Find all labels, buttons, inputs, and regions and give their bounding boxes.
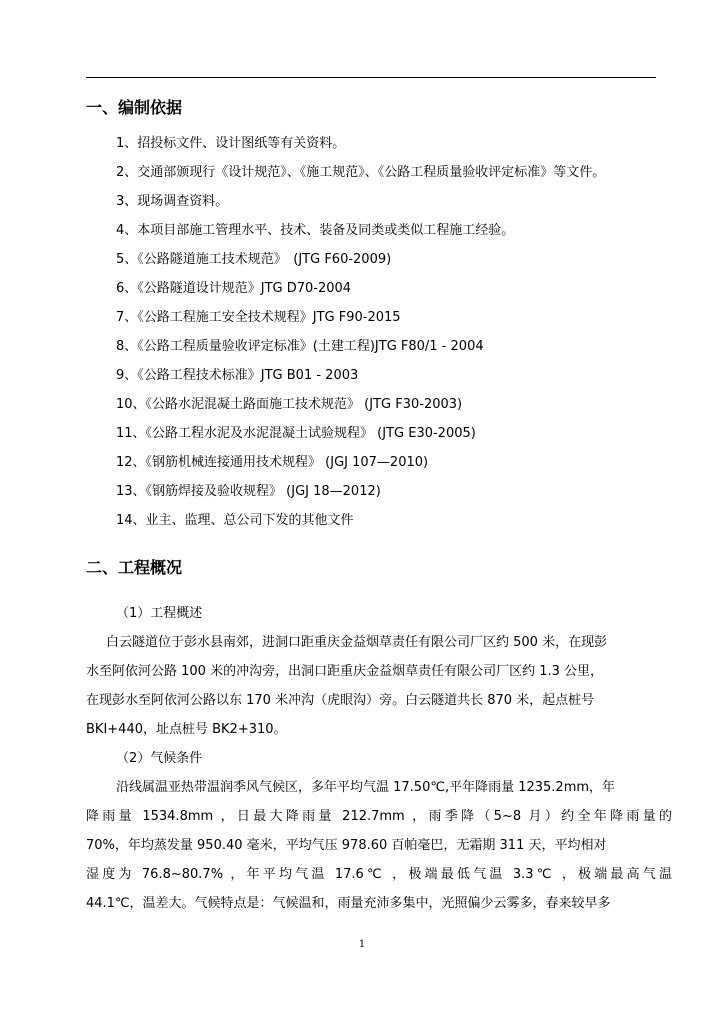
section-heading-overview: 二、工程概况 (86, 558, 183, 577)
list-item: 5、《公路隧道施工技术规范》 (JTG F60-2009) (116, 252, 392, 267)
paragraph-line: 白云隧道位于彭水县南郊，进洞口距重庆金益烟草责任有限公司厂区约 500 米，在现彭 (106, 635, 608, 650)
paragraph-line: 降雨量 1534.8mm ，日最大降雨量 212.7mm ，雨季降（5~8 月）约全年降雨量的 (86, 809, 672, 824)
list-item: 6、《公路隧道设计规范》JTG D70-2004 (116, 281, 352, 296)
list-item: 4、本项目部施工管理水平、技术、装备及同类或类似工程施工经验。 (116, 223, 515, 238)
paragraph-line: 在现彭水至阿依河公路以东 170 米冲沟（虎眼沟）旁。白云隧道共长 870 米，起点桩号 (86, 693, 595, 708)
list-item: 9、《公路工程技术标准》JTG B01 - 2003 (116, 368, 359, 383)
paragraph-line: 水至阿依河公路 100 米的冲沟旁，出洞口距重庆金益烟草责任有限公司厂区约 1.3 公里， (86, 664, 604, 679)
list-item: 12、《钢筋机械连接通用技术规程》 (JGJ 107—2010) (116, 455, 429, 470)
section-heading-basis: 一、编制依据 (86, 98, 183, 117)
page-number: 1 (358, 939, 366, 950)
list-item: 13、《钢筋焊接及验收规程》 (JGJ 18—2012) (116, 484, 381, 499)
header-rule (86, 77, 656, 78)
list-item: 3、现场调查资料。 (116, 194, 229, 209)
paragraph-line: 44.1℃，温差大。气候特点是：气候温和，雨量充沛多集中，光照偏少云雾多，春来较早多 (86, 896, 611, 911)
list-item: 8、《公路工程质量验收评定标准》(土建工程)JTG F80/1 - 2004 (116, 339, 484, 354)
paragraph-line: BKI+440，址点桩号 BK2+310。 (86, 722, 287, 737)
paragraph-line: 70%，年均蒸发量 950.40 毫米，平均气压 978.60 百帕毫巴，无霜期 311 天，平均相对 (86, 838, 607, 853)
subsection-title-overview: （1）工程概述 (116, 606, 203, 621)
subsection-title-climate: （2）气候条件 (116, 751, 203, 766)
paragraph-line: 沿线属温亚热带温润季风气候区，多年平均气温 17.50℃,平年降雨量 1235.2mm，年 (116, 780, 616, 795)
list-item: 7、《公路工程施工安全技术规程》JTG F90-2015 (116, 310, 401, 325)
list-item: 14、业主、监理、总公司下发的其他文件 (116, 513, 354, 528)
list-item: 11、《公路工程水泥及水泥混凝土试验规程》 (JTG E30-2005) (116, 426, 476, 441)
list-item: 1、招投标文件、设计图纸等有关资料。 (116, 136, 346, 151)
paragraph-line: 湿度为 76.8~80.7% ，年平均气温 17.6℃ ，极端最低气温 3.3℃ ，极端最高气温 (86, 867, 672, 882)
list-item: 2、交通部颁现行《设计规范》、《施工规范》、《公路工程质量验收评定标准》等文件。 (116, 165, 606, 180)
list-item: 10、《公路水泥混凝土路面施工技术规范》 (JTG F30-2003) (116, 397, 463, 412)
